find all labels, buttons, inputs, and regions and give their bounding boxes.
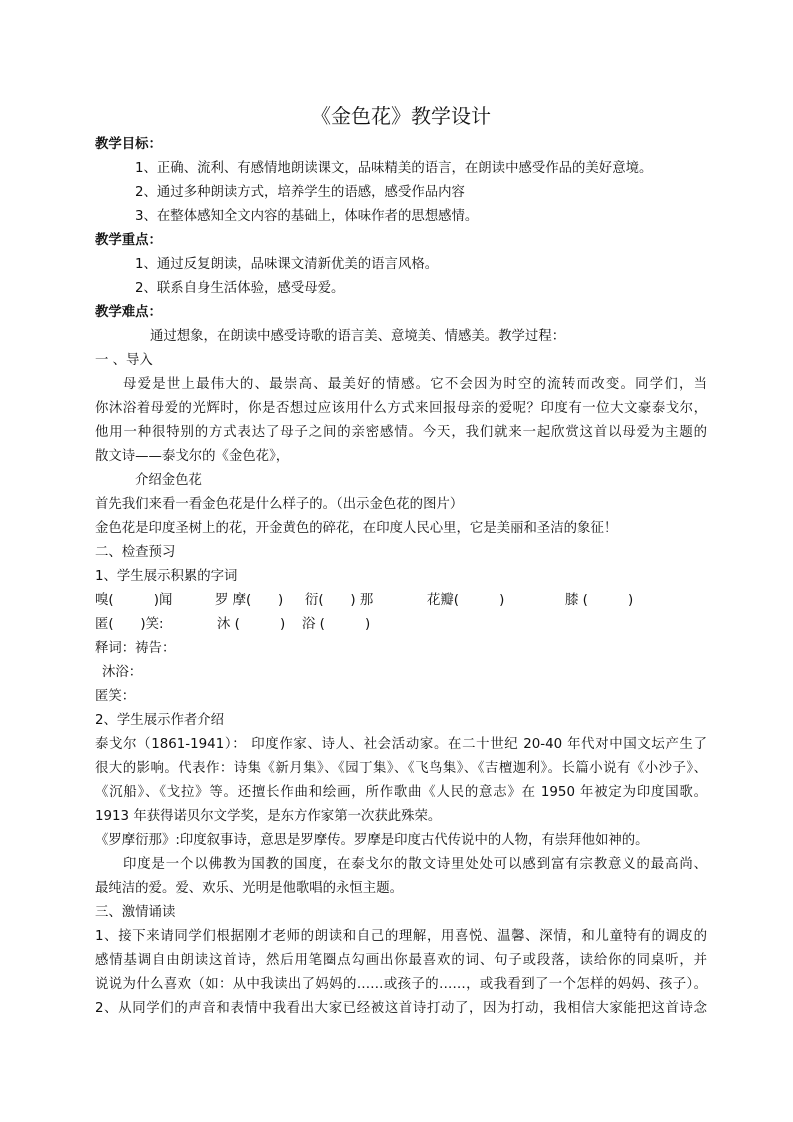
author-line: 《沉船》、《戈拉》等。还擅长作曲和绘画，所作歌曲《人民的意志》在 1950 年被定为印度国歌。 <box>95 785 707 800</box>
difficulty-heading: 教学难点： <box>95 305 162 320</box>
author-line: 1913 年获得诺贝尔文学奖，是东方作家第一次获此殊荣。 <box>95 809 442 824</box>
intro-para: 金色花是印度圣树上的花，开金黄色的碎花，在印度人民心里，它是美丽和圣洁的象征！ <box>95 521 618 536</box>
reading-heading: 三、激情诵读 <box>95 905 176 920</box>
author-line: 很大的影响。代表作：诗集《新月集》、《园丁集》、《飞鸟集》、《吉檀迦利》。长篇小说有《小沙子》、 <box>95 761 707 776</box>
vocab-item: 罗 摩( ) <box>215 593 284 608</box>
explain-label: 释词：祷告： <box>95 641 176 656</box>
india-line: 最纯洁的爱。爱、欢乐、光明是他歌唱的永恒主题。 <box>95 881 403 896</box>
focus-item: 2、联系自身生活体验，感受母爱。 <box>135 281 345 296</box>
vocab-item: 匿( )笑: <box>95 617 164 632</box>
vocab-item: 嗅( )闻 <box>95 593 173 608</box>
intro-para: 首先我们来看一看金色花是什么样子的。（出示金色花的图片） <box>95 497 464 512</box>
reading-line: 2、从同学们的声音和表情中我看出大家已经被这首诗打动了，因为打动，我相信大家能把这首诗念 <box>95 1001 707 1016</box>
vocab-item: 沐 ( ) <box>217 617 286 632</box>
author-line: 泰戈尔（1861-1941）： 印度作家、诗人、社会活动家。在二十世纪 20-40 年代对中国文坛产生了 <box>95 737 707 752</box>
page-title: 《金色花》教学设计 <box>311 104 491 128</box>
explain-item: 匿笑： <box>95 689 136 704</box>
focus-item: 1、通过反复朗读，品味课文清新优美的语言风格。 <box>135 257 439 272</box>
preview-sub: 1、学生展示积累的字词 <box>95 569 238 584</box>
vocab-item: 膝 ( ) <box>565 593 634 608</box>
vocab-row <box>95 613 707 637</box>
intro-heading: 一 、导入 <box>95 353 153 368</box>
india-line: 印度是一个以佛教为国教的国度，在泰戈尔的散文诗里处处可以感到富有宗教意义的最高尚、 <box>123 857 707 872</box>
goal-item: 1、正确、流利、有感情地朗读课文，品味精美的语言，在朗读中感受作品的美好意境。 <box>135 161 653 176</box>
vocab-item: 浴 ( ) <box>302 617 371 632</box>
preview-heading: 二、检查预习 <box>95 545 176 560</box>
preview-sub: 2、学生展示作者介绍 <box>95 713 225 728</box>
reading-line: 1、接下来请同学们根据刚才老师的朗读和自己的理解，用喜悦、温馨、深情，和儿童特有的调皮的 <box>95 929 707 944</box>
intro-line: 他用一种很特别的方式表达了母子之间的亲密感情。今天，我们就来一起欣赏这首以母爱为主题的 <box>95 425 707 440</box>
goal-item: 2、通过多种朗读方式，培养学生的语感，感受作品内容 <box>135 185 465 200</box>
vocab-item: 衍( ) 那 <box>305 593 374 608</box>
goals-heading: 教学目标： <box>95 137 162 152</box>
vocab-item: 花瓣( ) <box>427 593 505 608</box>
reading-line: 感情基调自由朗读这首诗，然后用笔圈点勾画出你最喜欢的词、句子或段落，读给你的同桌听，并 <box>95 953 707 968</box>
intro-line: 母爱是世上最伟大的、最崇高、最美好的情感。它不会因为时空的流转而改变。同学们，当 <box>123 377 707 392</box>
document-body <box>95 133 707 1021</box>
vocab-row <box>95 589 707 613</box>
difficulty-text: 通过想象，在朗读中感受诗歌的语言美、意境美、情感美。教学过程： <box>150 329 566 344</box>
author-line: 《罗摩衍那》:印度叙事诗，意思是罗摩传。罗摩是印度古代传说中的人物，有崇拜他如神的。 <box>95 833 649 848</box>
explain-item: 沐浴： <box>102 665 143 680</box>
goal-item: 3、在整体感知全文内容的基础上，体味作者的思想感情。 <box>135 209 479 224</box>
intro-line: 散文诗——泰戈尔的《金色花》， <box>95 449 290 464</box>
intro-line: 你沐浴着母爱的光辉时，你是否想过应该用什么方式来回报母亲的爱呢？印度有一位大文豪泰戈尔， <box>95 401 707 416</box>
focus-heading: 教学重点： <box>95 233 162 248</box>
reading-line: 说说为什么喜欢（如：从中我读出了妈妈的……或孩子的……，或我看到了一个怎样的妈妈、孩子）。 <box>95 977 707 992</box>
intro-subheading: 介绍金色花 <box>135 473 202 488</box>
